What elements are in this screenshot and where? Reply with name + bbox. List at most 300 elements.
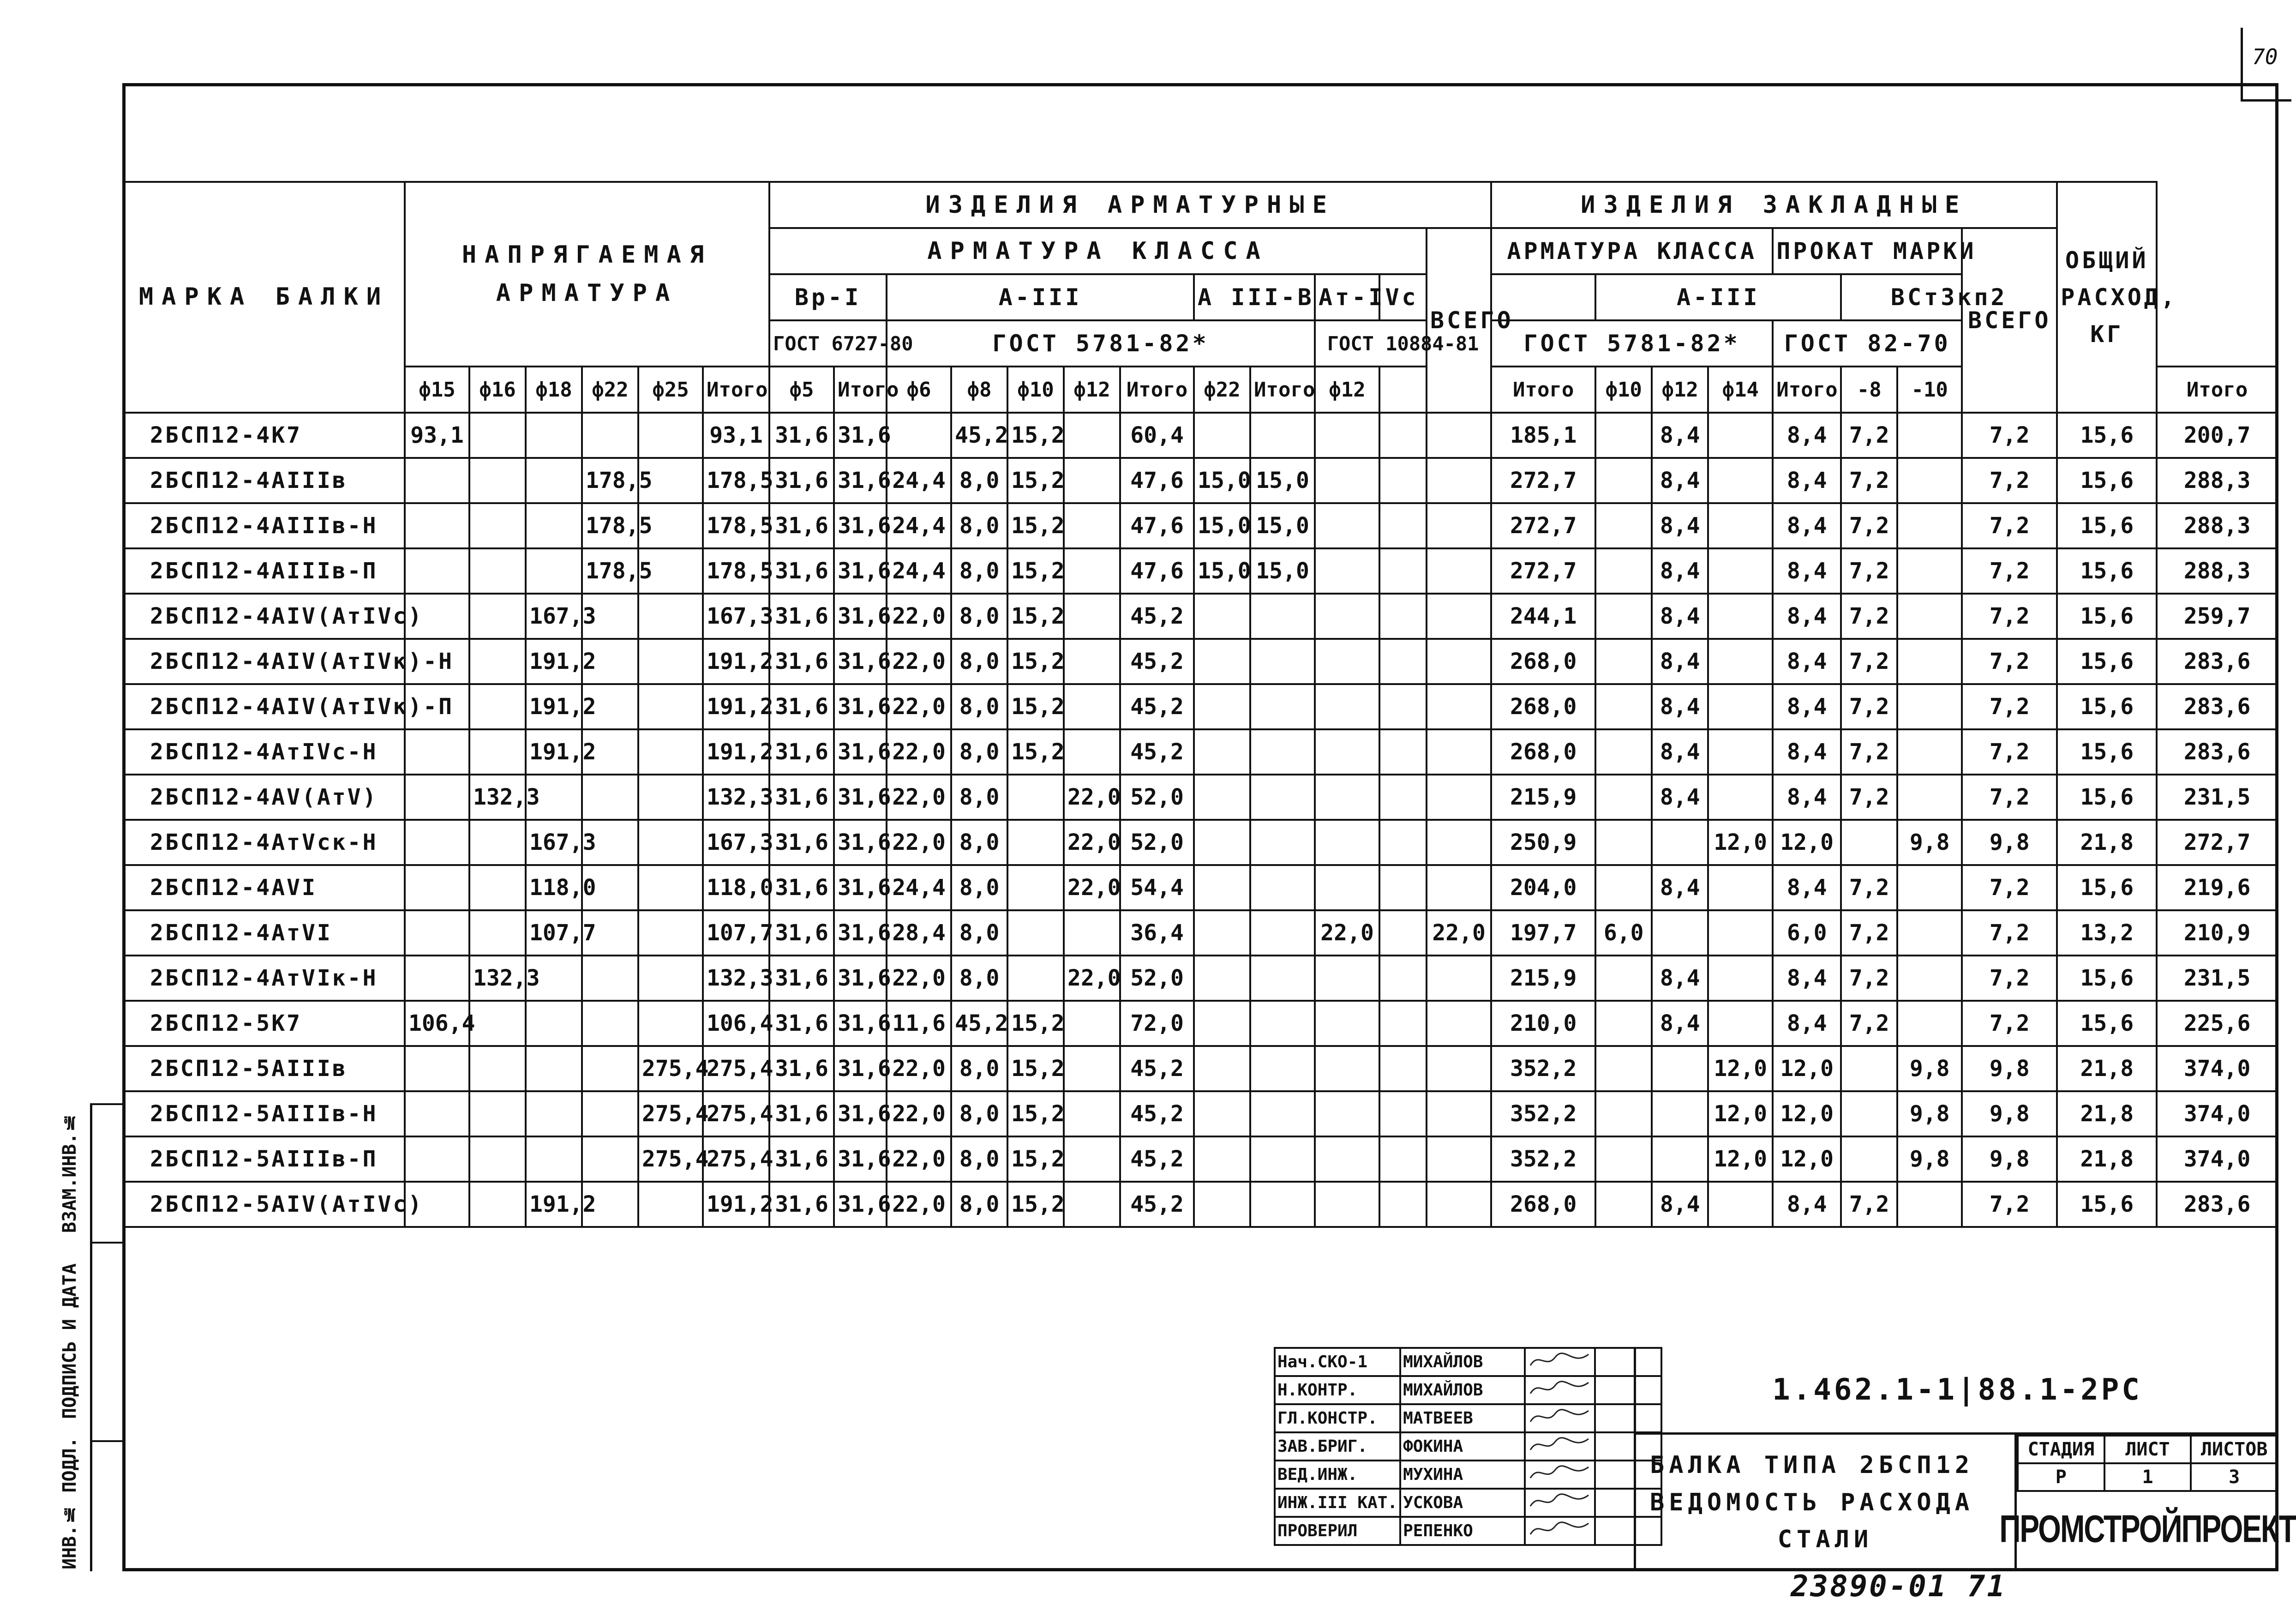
- table-cell: 22,0: [887, 594, 951, 639]
- beam-mark: 2БСП12-4АтIVс-Н: [123, 729, 405, 775]
- table-cell: [1652, 820, 1708, 865]
- table-cell: [1315, 729, 1379, 775]
- table-cell: 31,6: [834, 684, 887, 729]
- table-cell: [1708, 956, 1773, 1001]
- table-cell: [1595, 1182, 1652, 1227]
- table-cell: 7,2: [1841, 865, 1897, 910]
- table-cell: 118,0: [526, 865, 582, 910]
- table-cell: 22,0: [887, 639, 951, 684]
- table-cell: [1250, 684, 1315, 729]
- signature-name: МУХИНА: [1400, 1461, 1525, 1489]
- subcol-header: [1379, 367, 1427, 413]
- table-cell: 231,5: [2157, 775, 2278, 820]
- subcol-header: Итого: [703, 367, 769, 413]
- sheet-header: ЛИСТ: [2104, 1436, 2191, 1463]
- table-cell: 21,8: [2057, 820, 2157, 865]
- table-cell: [1250, 1001, 1315, 1046]
- signature-row: [1275, 1348, 1661, 1376]
- table-cell: [526, 548, 582, 594]
- table-cell: 374,0: [2157, 1091, 2278, 1136]
- table-cell: 275,4: [638, 1136, 703, 1182]
- table-cell: 45,2: [1120, 1046, 1194, 1091]
- signature-mark: [1525, 1348, 1595, 1376]
- table-cell: [1379, 1046, 1427, 1091]
- table-cell: [1194, 684, 1250, 729]
- table-cell: [1379, 865, 1427, 910]
- table-cell: [1064, 639, 1120, 684]
- table-cell: 15,6: [2057, 503, 2157, 548]
- table-cell: 7,2: [1962, 1182, 2057, 1227]
- table-cell: 47,6: [1120, 503, 1194, 548]
- table-cell: [638, 775, 703, 820]
- table-cell: [1841, 1046, 1897, 1091]
- header-gost10884: ГОСТ 10884-81: [1315, 320, 1491, 367]
- table-cell: [638, 910, 703, 956]
- subcol-header: ф15: [405, 367, 469, 413]
- table-cell: 7,2: [1962, 639, 2057, 684]
- table-cell: 15,6: [2057, 413, 2157, 458]
- table-cell: [1194, 865, 1250, 910]
- table-cell: 15,2: [1007, 1136, 1064, 1182]
- table-cell: [1315, 820, 1379, 865]
- header-vst3: ВСт3кп2: [1841, 274, 2057, 320]
- table-cell: [638, 639, 703, 684]
- table-cell: 12,0: [1773, 1091, 1841, 1136]
- table-cell: [1708, 639, 1773, 684]
- table-cell: [1315, 1001, 1379, 1046]
- subcol-header: ф22: [1194, 367, 1250, 413]
- table-cell: [1708, 910, 1773, 956]
- table-cell: 275,4: [638, 1091, 703, 1136]
- subcol-header: Итого: [2157, 367, 2278, 413]
- signature-mark: [1525, 1517, 1595, 1545]
- table-cell: [1897, 503, 1962, 548]
- table-cell: [1250, 910, 1315, 956]
- subcol-header: Итого: [1491, 367, 1595, 413]
- steel-consumption-table: [122, 181, 2278, 1228]
- table-cell: [1708, 503, 1773, 548]
- table-cell: 167,3: [703, 820, 769, 865]
- subcol-header: ф18: [526, 367, 582, 413]
- table-cell: [1897, 594, 1962, 639]
- table-cell: 21,8: [2057, 1136, 2157, 1182]
- table-cell: [1064, 1046, 1120, 1091]
- subcol-header: ф25: [638, 367, 703, 413]
- table-cell: [1595, 1001, 1652, 1046]
- table-cell: [1250, 639, 1315, 684]
- table-cell: [1379, 820, 1427, 865]
- table-cell: 8,0: [951, 1182, 1007, 1227]
- table-cell: [582, 775, 638, 820]
- table-cell: 178,5: [582, 458, 638, 503]
- table-row: [123, 1136, 2278, 1182]
- table-cell: [1250, 594, 1315, 639]
- table-cell: [469, 458, 526, 503]
- table-cell: 15,6: [2057, 956, 2157, 1001]
- table-cell: [1250, 413, 1315, 458]
- table-cell: 8,4: [1773, 865, 1841, 910]
- table-cell: 24,4: [887, 548, 951, 594]
- table-cell: 272,7: [1491, 503, 1595, 548]
- table-cell: [582, 1001, 638, 1046]
- table-cell: 31,6: [834, 1091, 887, 1136]
- table-cell: 191,2: [703, 1182, 769, 1227]
- table-cell: 7,2: [1962, 1001, 2057, 1046]
- table-cell: [1379, 1091, 1427, 1136]
- signature-name: МАТВЕЕВ: [1400, 1404, 1525, 1432]
- table-cell: [469, 1091, 526, 1136]
- table-cell: [1064, 1091, 1120, 1136]
- table-cell: [1708, 729, 1773, 775]
- table-cell: [405, 1046, 469, 1091]
- table-cell: 352,2: [1491, 1136, 1595, 1182]
- table-cell: 31,6: [769, 684, 834, 729]
- table-cell: 8,4: [1652, 639, 1708, 684]
- table-cell: [638, 594, 703, 639]
- table-cell: 24,4: [887, 458, 951, 503]
- table-cell: [1595, 956, 1652, 1001]
- table-cell: [405, 865, 469, 910]
- table-cell: 7,2: [1962, 548, 2057, 594]
- table-cell: [1194, 639, 1250, 684]
- table-cell: 7,2: [1962, 775, 2057, 820]
- table-row: [123, 1091, 2278, 1136]
- table-cell: 8,4: [1652, 729, 1708, 775]
- table-cell: 191,2: [526, 1182, 582, 1227]
- table-cell: [1379, 1136, 1427, 1182]
- beam-mark: 2БСП12-4АIV(АтIVс): [123, 594, 405, 639]
- table-cell: 8,0: [951, 594, 1007, 639]
- table-cell: 22,0: [887, 1182, 951, 1227]
- table-cell: 15,2: [1007, 1091, 1064, 1136]
- table-cell: 15,2: [1007, 1182, 1064, 1227]
- table-cell: 31,6: [769, 956, 834, 1001]
- table-cell: 31,6: [769, 1136, 834, 1182]
- table-cell: 31,6: [834, 775, 887, 820]
- table-cell: 22,0: [887, 820, 951, 865]
- beam-mark: 2БСП12-4АIIIв-П: [123, 548, 405, 594]
- table-row: [123, 684, 2278, 729]
- subcol-header: ф12: [1315, 367, 1379, 413]
- table-cell: 15,2: [1007, 684, 1064, 729]
- table-cell: 15,0: [1194, 548, 1250, 594]
- table-cell: [1595, 413, 1652, 458]
- table-cell: [1595, 458, 1652, 503]
- table-cell: 178,5: [582, 503, 638, 548]
- table-cell: 15,0: [1250, 503, 1315, 548]
- table-cell: 8,4: [1652, 458, 1708, 503]
- table-cell: [469, 820, 526, 865]
- table-cell: [1897, 548, 1962, 594]
- table-cell: 272,7: [1491, 458, 1595, 503]
- signature-mark: [1525, 1432, 1595, 1461]
- table-cell: 288,3: [2157, 503, 2278, 548]
- beam-mark: 2БСП12-4АтVIк-Н: [123, 956, 405, 1001]
- table-cell: 15,0: [1194, 458, 1250, 503]
- table-cell: 167,3: [526, 594, 582, 639]
- table-cell: [1897, 639, 1962, 684]
- table-cell: 12,0: [1708, 1046, 1773, 1091]
- table-cell: [1379, 910, 1427, 956]
- header-rolled: ПРОКАТ МАРКИ: [1773, 228, 1962, 274]
- table-cell: 7,2: [1962, 503, 2057, 548]
- table-cell: [526, 1136, 582, 1182]
- table-cell: 8,4: [1773, 548, 1841, 594]
- table-cell: [1427, 684, 1491, 729]
- signature-role: Нач.СКО-1: [1275, 1348, 1400, 1376]
- table-cell: 15,6: [2057, 458, 2157, 503]
- table-cell: 31,6: [834, 1001, 887, 1046]
- subcol-header: ф12: [1652, 367, 1708, 413]
- table-cell: 28,4: [887, 910, 951, 956]
- table-cell: [1897, 1001, 1962, 1046]
- table-cell: [1007, 956, 1064, 1001]
- signature-name: УСКОВА: [1400, 1489, 1525, 1517]
- table-cell: [405, 820, 469, 865]
- table-cell: 15,2: [1007, 413, 1064, 458]
- side-vzam-label: ВЗАМ.ИНВ.№: [59, 1112, 80, 1233]
- title-line-3: СТАЛИ: [1777, 1526, 1873, 1554]
- table-cell: 8,4: [1652, 503, 1708, 548]
- header-emb-rebar-class: АРМАТУРА КЛАССА: [1491, 228, 1773, 274]
- header-a3v: А III-В: [1194, 274, 1315, 320]
- header-a3: А-III: [887, 274, 1194, 320]
- table-row: [123, 775, 2278, 820]
- table-cell: 22,0: [1064, 775, 1120, 820]
- table-cell: [1064, 910, 1120, 956]
- beam-mark: 2БСП12-4АVI: [123, 865, 405, 910]
- table-cell: [1194, 910, 1250, 956]
- table-cell: 13,2: [2057, 910, 2157, 956]
- table-cell: 268,0: [1491, 684, 1595, 729]
- table-cell: [1064, 503, 1120, 548]
- table-cell: 250,9: [1491, 820, 1595, 865]
- table-cell: 7,2: [1962, 956, 2057, 1001]
- signature-role: ВЕД.ИНЖ.: [1275, 1461, 1400, 1489]
- organization-name: ПРОМСТРОЙПРОЕКТ: [1999, 1507, 2296, 1551]
- sheet-value: 1: [2104, 1463, 2191, 1491]
- table-cell: 31,6: [769, 1001, 834, 1046]
- table-cell: 31,6: [769, 1046, 834, 1091]
- stage-header: СТАДИЯ: [2018, 1436, 2104, 1463]
- table-cell: 6,0: [1595, 910, 1652, 956]
- table-cell: 45,2: [951, 413, 1007, 458]
- table-cell: 7,2: [1841, 458, 1897, 503]
- table-cell: 31,6: [769, 910, 834, 956]
- table-cell: [1708, 413, 1773, 458]
- table-cell: 7,2: [1841, 413, 1897, 458]
- table-cell: 9,8: [1962, 1136, 2057, 1182]
- table-cell: [1595, 1136, 1652, 1182]
- table-cell: 31,6: [769, 820, 834, 865]
- document-title: [1634, 1435, 2017, 1571]
- table-cell: 7,2: [1962, 413, 2057, 458]
- table-cell: 8,4: [1773, 503, 1841, 548]
- beam-mark: 2БСП12-4АV(АтV): [123, 775, 405, 820]
- table-cell: [1652, 1136, 1708, 1182]
- title-line-1: БАЛКА ТИПА 2БСП12: [1650, 1451, 1974, 1479]
- table-cell: 8,0: [951, 956, 1007, 1001]
- table-cell: 45,2: [1120, 729, 1194, 775]
- table-cell: [1315, 639, 1379, 684]
- table-cell: 8,4: [1773, 639, 1841, 684]
- table-cell: 31,6: [769, 729, 834, 775]
- table-cell: 45,2: [1120, 594, 1194, 639]
- signature-name: МИХАЙЛОВ: [1400, 1348, 1525, 1376]
- signature-mark: [1525, 1404, 1595, 1432]
- table-cell: 9,8: [1897, 1091, 1962, 1136]
- table-cell: [1379, 503, 1427, 548]
- subcol-header: ф10: [1595, 367, 1652, 413]
- table-row: [123, 594, 2278, 639]
- table-cell: [1379, 956, 1427, 1001]
- table-cell: 36,4: [1120, 910, 1194, 956]
- table-cell: 9,8: [1962, 1046, 2057, 1091]
- table-cell: 31,6: [834, 910, 887, 956]
- table-cell: [1315, 684, 1379, 729]
- table-cell: [1708, 594, 1773, 639]
- header-overall: ОБЩИЙ РАСХОД, КГ: [2057, 182, 2157, 413]
- title-line-2: ВЕДОМОСТЬ РАСХОДА: [1650, 1488, 1974, 1516]
- signature-mark: [1525, 1461, 1595, 1489]
- table-row: [123, 820, 2278, 865]
- table-cell: 8,0: [951, 1046, 1007, 1091]
- table-cell: 191,2: [703, 729, 769, 775]
- stage-value: Р: [2018, 1463, 2104, 1491]
- table-cell: [1427, 413, 1491, 458]
- table-cell: 197,7: [1491, 910, 1595, 956]
- table-cell: [1708, 775, 1773, 820]
- table-cell: 8,4: [1773, 1182, 1841, 1227]
- beam-mark: 2БСП12-4АIV(АтIVк)-Н: [123, 639, 405, 684]
- table-cell: 275,4: [638, 1046, 703, 1091]
- table-cell: [1315, 458, 1379, 503]
- table-cell: [405, 956, 469, 1001]
- subcol-header: -8: [1841, 367, 1897, 413]
- table-cell: 200,7: [2157, 413, 2278, 458]
- table-row: [123, 548, 2278, 594]
- table-cell: 31,6: [834, 1046, 887, 1091]
- table-cell: 31,6: [769, 865, 834, 910]
- table-cell: 31,6: [769, 413, 834, 458]
- table-cell: [1427, 548, 1491, 594]
- table-cell: [1427, 458, 1491, 503]
- table-cell: 9,8: [1897, 1136, 1962, 1182]
- table-cell: [1194, 594, 1250, 639]
- beam-mark: 2БСП12-5АIIIв: [123, 1046, 405, 1091]
- table-cell: [1194, 775, 1250, 820]
- beam-mark: 2БСП12-5АIIIв-П: [123, 1136, 405, 1182]
- table-cell: [1897, 775, 1962, 820]
- subcol-header: -10: [1897, 367, 1962, 413]
- table-cell: [1250, 820, 1315, 865]
- side-podl-label: ИНВ.№ ПОДЛ.: [59, 1437, 80, 1569]
- table-cell: 21,8: [2057, 1091, 2157, 1136]
- table-cell: 7,2: [1962, 910, 2057, 956]
- signature-role: ПРОВЕРИЛ: [1275, 1517, 1400, 1545]
- beam-mark: 2БСП12-5АIV(АтIVс): [123, 1182, 405, 1227]
- table-cell: [469, 1046, 526, 1091]
- table-row: [123, 458, 2278, 503]
- table-cell: [1315, 775, 1379, 820]
- beam-mark: 2БСП12-4АIV(АтIVк)-П: [123, 684, 405, 729]
- table-cell: 12,0: [1773, 1046, 1841, 1091]
- table-cell: [1194, 820, 1250, 865]
- table-cell: 107,7: [703, 910, 769, 956]
- table-cell: 7,2: [1841, 1182, 1897, 1227]
- table-cell: [1595, 865, 1652, 910]
- table-cell: 215,9: [1491, 775, 1595, 820]
- table-cell: 45,2: [1120, 639, 1194, 684]
- side-rule: [90, 1440, 122, 1442]
- table-row: [123, 956, 2278, 1001]
- table-cell: 31,6: [834, 1182, 887, 1227]
- signature-row: [1275, 1461, 1661, 1489]
- table-cell: [1427, 775, 1491, 820]
- table-cell: [469, 1182, 526, 1227]
- table-row: [123, 1046, 2278, 1091]
- table-cell: [1595, 503, 1652, 548]
- table-cell: 8,0: [951, 684, 1007, 729]
- table-cell: [1379, 458, 1427, 503]
- subcol-header: ф8: [951, 367, 1007, 413]
- table-cell: [1708, 865, 1773, 910]
- table-cell: 31,6: [769, 503, 834, 548]
- table-cell: [638, 865, 703, 910]
- table-cell: [1194, 1136, 1250, 1182]
- table-cell: 132,3: [703, 775, 769, 820]
- table-cell: 15,2: [1007, 458, 1064, 503]
- table-cell: 12,0: [1773, 820, 1841, 865]
- signature-row: [1275, 1432, 1661, 1461]
- table-cell: 31,6: [834, 1136, 887, 1182]
- table-cell: [1315, 1046, 1379, 1091]
- table-cell: 47,6: [1120, 548, 1194, 594]
- table-cell: [1897, 1182, 1962, 1227]
- table-cell: 15,6: [2057, 865, 2157, 910]
- table-cell: 31,6: [769, 458, 834, 503]
- table-cell: 60,4: [1120, 413, 1194, 458]
- table-cell: [1708, 1182, 1773, 1227]
- table-cell: 283,6: [2157, 639, 2278, 684]
- table-cell: 8,0: [951, 1091, 1007, 1136]
- table-cell: 132,3: [469, 956, 526, 1001]
- table-cell: 215,9: [1491, 956, 1595, 1001]
- table-cell: 231,5: [2157, 956, 2278, 1001]
- table-cell: 12,0: [1708, 820, 1773, 865]
- table-cell: [1250, 729, 1315, 775]
- table-cell: [1708, 684, 1773, 729]
- subcol-header: ф14: [1708, 367, 1773, 413]
- table-cell: [1064, 1136, 1120, 1182]
- sheet-corner-number: 70: [2252, 44, 2278, 69]
- table-cell: [469, 910, 526, 956]
- table-cell: [1595, 775, 1652, 820]
- table-cell: 45,2: [1120, 1091, 1194, 1136]
- table-cell: 225,6: [2157, 1001, 2278, 1046]
- table-cell: 8,0: [951, 639, 1007, 684]
- table-cell: 45,2: [1120, 684, 1194, 729]
- signature-mark: [1525, 1489, 1595, 1517]
- table-cell: [1007, 775, 1064, 820]
- table-cell: 24,4: [887, 865, 951, 910]
- table-cell: [1897, 956, 1962, 1001]
- table-cell: [1194, 1182, 1250, 1227]
- table-cell: [1652, 910, 1708, 956]
- table-cell: 31,6: [834, 503, 887, 548]
- table-cell: 15,0: [1194, 503, 1250, 548]
- table-cell: [526, 413, 582, 458]
